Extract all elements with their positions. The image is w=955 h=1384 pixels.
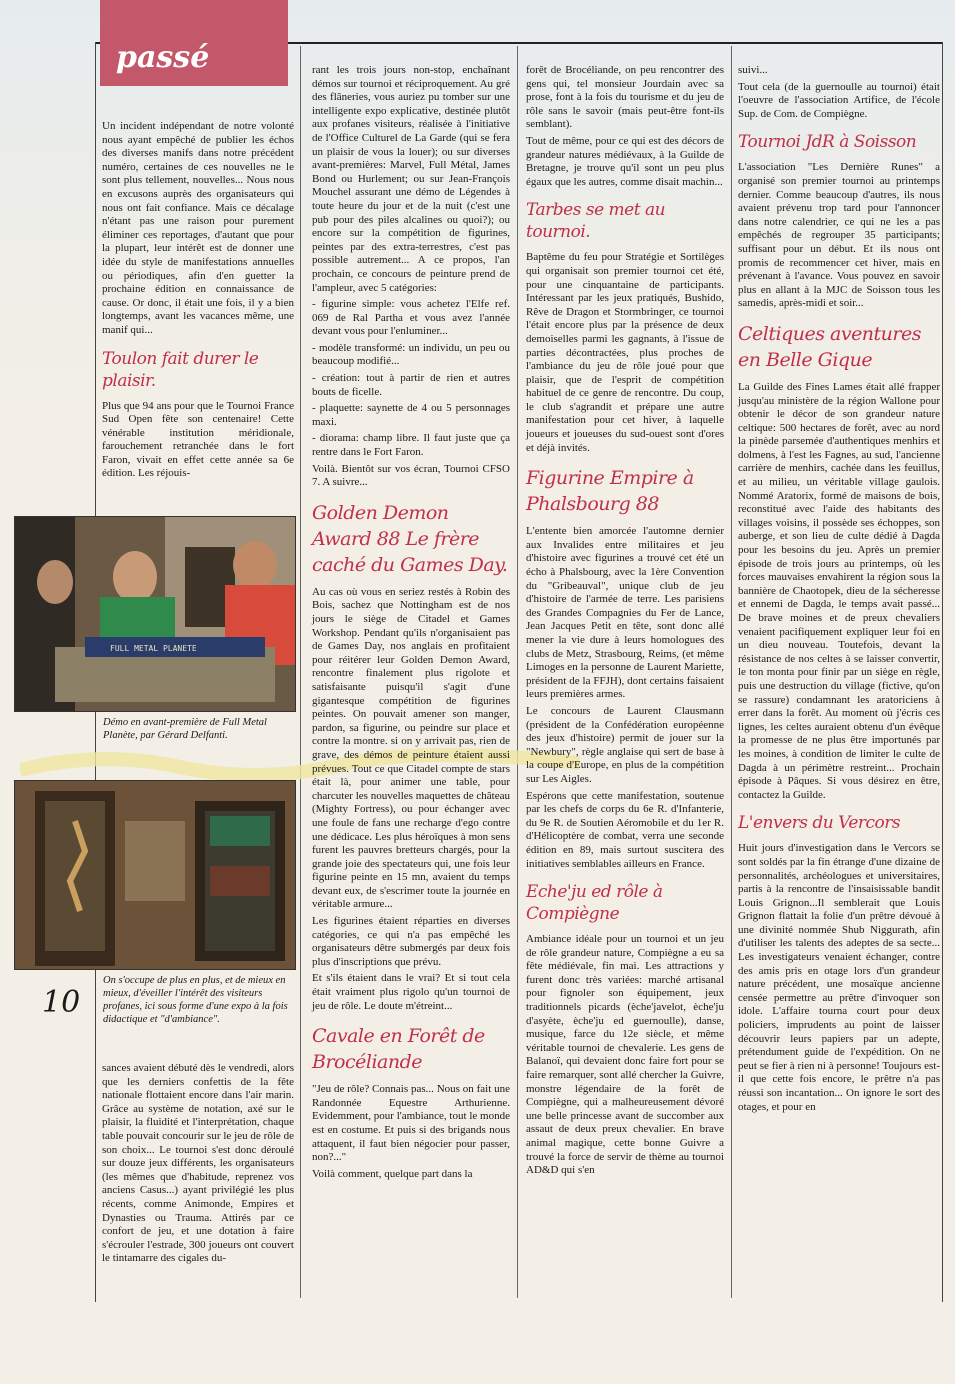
figurine-paragraph: Espérons que cette manifestation, soutenue par les chefs de corps du 6e R. d'Infanterie, du 9e R. de Soutien Aéromobile et du 1er R. d'Hélicoptère de combat, verra une seconde édition en 89, mais surtout suscitera des initiatives semblables ailleurs en France. [526,789,724,870]
column-divider [731,46,732,1298]
c2-paragraph: rant les trois jours non-stop, enchaînant démos sur tournoi et réciproquement. Au gré des flâneries, vous auriez pu tomber sur une intelligente expo explicative, destinée plutôt aux profanes visiteurs, réalisée à l'initiative de l'Office Culturel de La Garde (qui se fera un plaisir de vous la louer); ou sur diverses avant-premières: Marvel, Full Métal, James Bond ou Hurlement; ou sur Jean-François Mouchel assurant une démo de Légendes à toute heure du jour et de la nuit (c'est une pub pour des piles alcalines ou quoi?); ou encore sur la compétition de figurines, peintes par des extra-terrestres, c'est pas possible autrement... A ce propos, l'an prochain, ce concours de peinture prend de l'ampleur, avec 5 catégories: [312,64,510,294]
c2-paragraph: Voilà. Bientôt sur vos écran, Tournoi CFSO 7. A suivre... [312,462,510,489]
headline-celtiques: Celtiques aventures en Belle Gique [738,322,921,371]
page-number: 10 [42,985,81,1020]
c3-paragraph: forêt de Brocéliande, on peu rencontrer des gens qui, tel monsieur Jourdain avec sa prose, font à la fois du tourisme et du jeu de rôle sans le savoir (mais peut-être font-ils semblant). [526,64,724,131]
column-1-top [102,120,294,484]
golden-paragraph: Au cas où vous en seriez restés à Robin des Bois, sachez que Nottingham est de nos jours le siège de Citadel et Games Workshop. Pendant qu'ils n'organisaient pas de Games Day, nos anglais en profitaient pour réitérer leur Golden Demon Award, rencontre finalement plus rigolote et satisfaisante puisqu'il s'agit d'une gigantesque compétition de figurines peintes. On pouvait amener son manger, pardon, sa figurine, ou peindre sur place et contre la montre. si on y arrivait pas, rien de grave, des démos de peinture étaient aussi prévues. Tout ce que Citadel compte de stars était là, pour animer une table, pour charcuter les nouvelles maquettes de château (Mighty Fortress), ou pour échanger avec une foule de fans une recharge d'ego contre une dédicace. Les plus héroïques à mon sens furent les pauvres bretteurs chargés, pour la grande joie des spectateurs qui, une fois leur figurine peinte en 15 mn, avaient du temps devant eux, de s'escrimer toute la journée en véritable armure... [312,585,510,911]
c2-list-item: - figurine simple: vous achetez l'Elfe ref. 069 de Ral Partha et vous avez l'année devant vous pour l'enluminer... [312,298,510,338]
headline-cavale: Cavale en Forêt de Brocéliande [312,1025,485,1074]
photo-illustration [15,781,295,969]
photo-full-metal-demo [14,516,296,712]
c4-paragraph: suivi... [738,64,768,76]
headline-compiegne: Eche'ju ed rôle à Compiègne [526,882,663,925]
column-divider [300,46,301,1298]
figurine-paragraph: L'entente bien amorcée l'automne dernier aux Invalides entre militaires et jeu d'histoire avec figurines a trouvé cet été un écho à Phalsbourg, avec la 1ère Convention du "Gribeauval", unique club de jeu d'histoire de l'armée de terre. Les parisiens des Grandes Compagnies du Fer de Lance, Jean Jacques Petit en tête, sont donc allé mener la vie dure à leurs homologues des clubs de Metz, Strasbourg, Reims, (et même Limoges en la personne de Laurent Mariette, président de la FFJH), dont certains faisaient leurs premières armes. [526,525,724,701]
golden-paragraph: Les figurines étaient réparties en diverses catégories, ce qui n'a pas empêché les organisateurs dêtre submergés par deux fois plus d'inscriptions que prévu. [312,915,510,968]
vercors-paragraph: Huit jours d'investigation dans le Vercors se sont soldés par la fin étrange d'une dizaine de personnalités, archéologues et universitaires, partis à la rencontre de l'insaisissable bandit Louis Grignon...Il semblerait que Louis Grignon flattait la folie d'un prêtre dévoué à une divinité nommée Shub Niggurath, afin d'utiliser les talents des adeptes de sa secte... Les investigateurs venaient échanger, contre des amis pris en otage lors d'un grandeur nature précédent, une mosaïque ancienne censée permettre au prêtre d'invoquer son idole. L'affaire tourna court pour deux policiers, imprudents au point de laisser découvrir leurs papiers par un adepte, prétendument guide de l'expédition. On ne peut se fier à rien ni à personne! Toujours est-il que cette fois encore, le prêtre n'a pas réussi son incantation... On ignore le sort des otages, et pour en [738,842,940,1113]
celtiques-paragraph: La Guilde des Fines Lames était allé frapper jusqu'au ministère de la région Wallone pour obtenir le décor de son grandeur nature celtique: 500 hectares de forêt, avec au nord la pinède parsemée d'authentiques menhirs et dolmens, à l'est les Fagnes, au sud, l'ancienne carrière de menhirs, cachée dans les feuillus, et au milieu, un véritable village gaulois. Nommé Aratorix, formé de maisons de bois, reconstitué avec l'aide des habitants des villages voisins, il possède ses échoppes, son auberge, et son lieu de culte dédié à Dagda pour les besoins du jeu. Après un premier épisode de trois jours au printemps, où les forces mauvaises envahirent la région sous la bannière de Chaotopek, dieu de la sécheresse et ennemi de Dagda, le temps avait passé... De brave moines et de preux chevaliers venaient pacifiquement expliquer leur foi en un dieu nouveau. Toutefois, devant la résistance de nos celtes à se laisser convertir, le ton monta pour finir par un siège en règle, puis une destruction du village (fictive, qu'on se rassure) condamnant les aratoriciens à errer dans la forêt. Au moment où j'écris ces lignes, les celtes auraient obtenu d'un évêque la promesse de ne plus être importunés par les moines, à condition de limiter le culte de Dagda à un périmètre restreint... Prochain épisode à Pâques. Si vous désirez en être, contactez la Guilde. [738,380,940,801]
intro-paragraph: Un incident indépendant de notre volonté nous ayant empêché de publier les échos des diverses manifs dans notre précédent numéro, certaines de ces nouvelles ne le sont plus tellement, nouvelles... Nous nous en excusons auprès des organisateurs qui nous ont fait confiance. Mais ce décalage n'étant pas une raison pour purement éliminer ces reportages, d'autant que pour la plupart, leur intérêt est de donner une idée du style de manifestations annuelles ou périodiques, afin d'en guetter la prochaine édition en connaissance de cause. Or donc, il était une fois, il y a bien longtemps, avant les vacances même, une manif qui... [102,120,294,336]
golden-paragraph: Et s'ils étaient dans le vrai? Et si tout cela était vraiment plus rigolo qu'un tournoi de jeu de rôle. Le doute m'étreint... [312,972,510,1012]
section-tab [100,0,288,86]
headline-soisson: Tournoi JdR à Soisson [738,132,917,153]
c2-list-item: - plaquette: saynette de 4 ou 5 personnages maxi. [312,402,510,428]
column-2 [312,64,510,1184]
toulon-paragraph: Plus que 94 ans pour que le Tournoi France Sud Open fête son centenaire! Cette vénérable institution méridionale, farouchement retranchée dans le fort Faron, vivait en effet cette année sa 6e édition. Les réjouis- [102,399,294,480]
headline-toulon: Toulon fait durer le plaisir. [102,348,259,391]
column-4 [738,64,940,1117]
cavale-paragraph: Voilà comment, quelque part dans la [312,1167,473,1180]
caption-photo-1: Démo en avant-première de Full Metal Planète, par Gérard Delfanti. [103,717,267,741]
column-3 [526,64,724,1181]
c2-list-item: - diorama: champ libre. Il faut juste que ça rentre dans le Fort Faron. [312,432,510,459]
right-rule [942,42,943,1302]
headline-tarbes: Tarbes se met au tournoi. [526,200,666,243]
cavale-paragraph: "Jeu de rôle? Connais pas... Nous on fait une Randonnée Equestre Arthurienne. Evidemment, pour l'ambiance, tout le monde est en costume. Et puis si des brigands nous attaquent, il faut bien négocier pour passer, non?..." [312,1083,510,1164]
photo-illustration [15,517,295,711]
headline-golden-demon: Golden Demon Award 88 Le frère caché du Games Day. [312,501,508,576]
c3-paragraph: Tout de même, pour ce qui est des décors de grandeur natures médiévaux, à la Guilde de Bretagne, je trouve qu'il sont un peu plus égaux que les autres, comme disait machin... [526,134,724,188]
column-divider [517,46,518,1298]
column-1-bottom [102,1062,294,1269]
headline-figurine-empire: Figurine Empire à Phalsbourg 88 [526,467,694,516]
c2-list-item: - modèle transformé: un individu, un peu ou beaucoup modifié... [312,341,510,368]
tarbes-paragraph: Baptême du feu pour Stratégie et Sortilèges qui organisait son premier tournoi cet été, pour une cinquantaine de participants. Intéressant par les jeux pratiqués, Bushido, Rêve de Dragon et Stormbringer, ce tournoi l'était encore plus par la présence de deux demoiselles parmi les gagnants, à l'issue de parties décontractées, plus proches de l'ambiance du jeu de rôle joué pour que plaisir, que de l'esprit de compétition habituel de ce genre de rencontre. Du coup, le club s'agrandit et prépare une autre manifestation pour cet hiver, à laquelle joueurs et joueuses du sud-ouest sont d'ores et déjà invités. [526,251,724,454]
section-label: passé [116,40,210,75]
toulon-paragraph-cont: sances avaient débuté dès le vendredi, alors que les derniers confettis de la fête nationale flottaient encore dans l'air marin. Grâce au système de notation, axé sur le plaisir, la fluidité et l'interprétation, chaque table pouvait concourir sur le jeu de rôle de son choix... Le tournoi s'est donc déroulé sur douze jeux différents, les organisateurs (les mêmes que d'habitude, reprenez vos anciens Casus...) ayant privilégié les plus récents, comme Animonde, Empires et Dynasties ou Trauma. Attirés par ce confort de jeu, et une dotation à faire s'écrouler l'estrade, 300 joueurs ont couvert le tintamarre des cigales du- [102,1062,294,1265]
c2-list-item: - création: tout à partir de rien et autres bouts de ficelle. [312,372,510,398]
c4-paragraph: Tout cela (de la guernoulle au tournoi) était l'oeuvre de l'association Artifice, de l'école Sup. de Com. de Compiègne. [738,80,940,120]
photo-expo [14,780,296,970]
board-label: FULL METAL PLANETE [110,644,197,653]
soisson-paragraph: L'association "Les Dernière Runes" a organisé son premier tournoi au printemps dernier. Comme beaucoup d'autres, ils nous avaient prévenu trop tard pour l'annoncer dans notre calendrier, ce qui ne les a pas empêchés de regrouper 35 participants; suffisant pour un début. Et ils nous ont promis de recommencer cet hiver, mais en prévenant à l'avance. Vous pouvez en savoir plus en allant à la MJC de Soisson tous les samedis, après-midi et soir... [738,161,940,310]
headline-vercors: L'envers du Vercors [738,813,901,834]
caption-photo-2: On s'occupe de plus en plus, et de mieux en mieux, d'éveiller l'intérêt des visiteurs profanes, ici sous forme d'une expo à la fois didactique et "d'ambiance". [103,975,288,1025]
compiegne-paragraph: Ambiance idéale pour un tournoi et un jeu de rôle grandeur nature, Compiègne a eu sa fête médiévale, fin mai. Les attractions y furent donc très variées: marché artisanal pour fignoler son équipement, jeux traditionnels picards (èche'javelot, èche'ju d'asyète, èche'ju ed guernoulle), danse, musique, farce du 12e siècle, et même véritable tournoi de chevalerie. Les gens de Balanoï, qui devaient donc faire fort pour se faire remarquer, sont allé chercher la Guivre, monstre légendaire de la forêt de Compiègne, qui a malheureusement dévoré une belle princesse avant de succomber aux assaut de deux preux chevalier. En brave animal magique, cette bonne Guivre a trouvé la force de servir de thème au tournoi AD&D qui s'en [526,933,724,1177]
figurine-paragraph: Le concours de Laurent Clausmann (président de la Confédération européenne des jeux d'histoire) permit de jouer sur la "Newbury", règle anglaise qui sert de base à la coupe d'Europe, en plus de la compétition sur Les Aigles. [526,704,724,785]
